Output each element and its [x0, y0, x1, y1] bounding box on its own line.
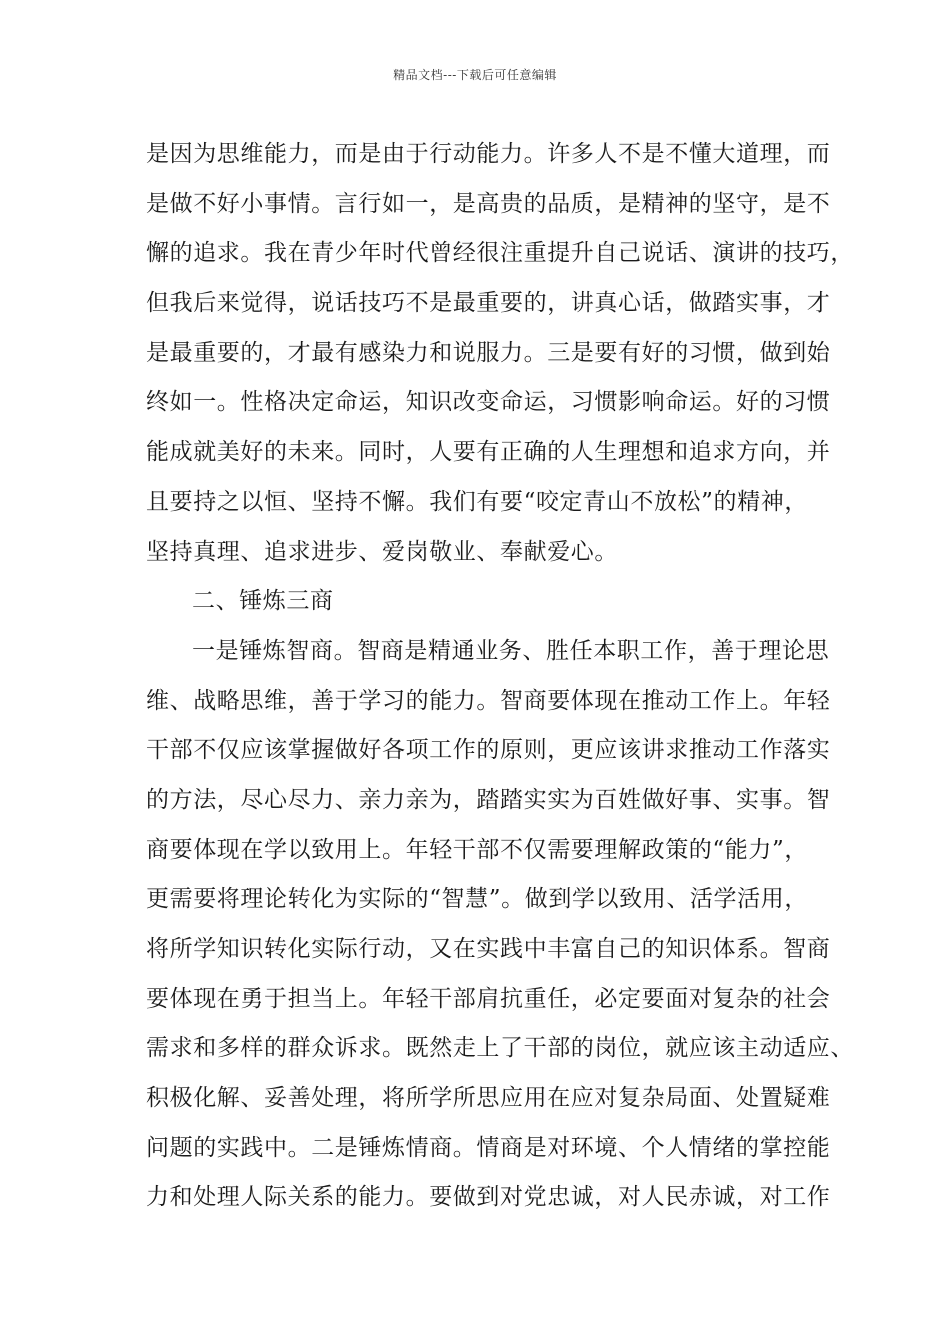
- text-line: 的方法，尽心尽力、亲力亲为，踏踏实实为百姓做好事、实事。智: [146, 786, 831, 813]
- paragraph-first-line: 一是锤炼智商。智商是精通业务、胜任本职工作，善于理论思: [192, 637, 830, 664]
- text-line: 将所学知识转化实际行动，又在实践中丰富自己的知识体系。智商: [146, 936, 831, 962]
- text-line: 是做不好小事情。言行如一，是高贵的品质，是精神的坚守，是不: [146, 190, 831, 217]
- text-line: 问题的实践中。二是锤炼情商。情商是对环境、个人情绪的掌控能: [146, 1134, 831, 1161]
- text-line: 要体现在勇于担当上。年轻干部肩抗重任，必定要面对复杂的社会: [146, 985, 831, 1012]
- text-line: 需求和多样的群众诉求。既然走上了干部的岗位，就应该主动适应、: [146, 1035, 854, 1062]
- text-line: 商要体现在学以致用上。年轻干部不仅需要理解政策的“能力”，: [146, 836, 808, 863]
- page-header: 精品文档---下载后可任意编辑: [393, 68, 557, 82]
- text-line: 力和处理人际关系的能力。要做到对党忠诚，对人民赤诚，对工作: [146, 1184, 831, 1211]
- text-line: 是最重要的，才最有感染力和说服力。三是要有好的习惯，做到始: [146, 339, 831, 366]
- text-line: 但我后来觉得，说话技巧不是最重要的，讲真心话，做踏实事，才: [146, 290, 831, 317]
- text-line: 坚持真理、追求进步、爱岗敬业、奉献爱心。: [146, 538, 618, 565]
- text-line: 积极化解、妥善处理，将所学所思应用在应对复杂局面、处置疑难: [146, 1085, 831, 1112]
- text-line: 终如一。性格决定命运，知识改变命运，习惯影响命运。好的习惯: [146, 389, 831, 416]
- text-line: 能成就美好的未来。同时，人要有正确的人生理想和追求方向，并: [146, 439, 831, 466]
- section-heading: 二、锤炼三商: [192, 588, 334, 615]
- text-line: 懈的追求。我在青少年时代曾经很注重提升自己说话、演讲的技巧，: [146, 240, 854, 267]
- text-line: 且要持之以恒、坚持不懈。我们有要“咬定青山不放松”的精神，: [146, 488, 808, 515]
- text-line: 维、战略思维，善于学习的能力。智商要体现在推动工作上。年轻: [146, 687, 831, 714]
- text-line: 干部不仅应该掌握做好各项工作的原则，更应该讲求推动工作落实: [146, 737, 831, 764]
- document-body: [146, 130, 854, 1223]
- text-line: 是因为思维能力，而是由于行动能力。许多人不是不懂大道理，而: [146, 141, 831, 167]
- text-line: 更需要将理论转化为实际的“智慧”。做到学以致用、活学活用，: [146, 886, 808, 913]
